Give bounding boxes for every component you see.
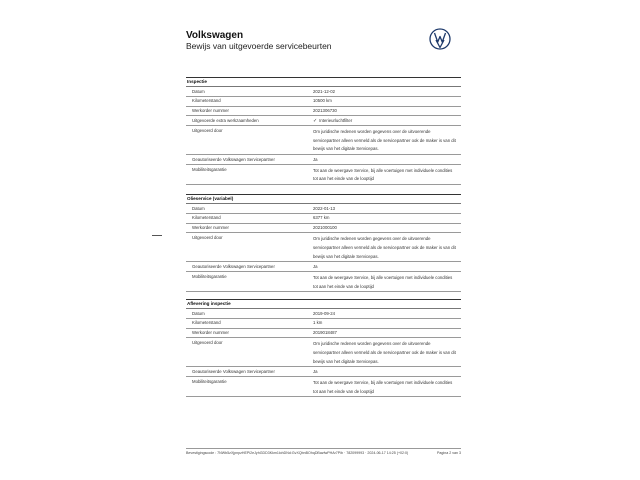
table-row (186, 367, 461, 377)
row-value (308, 262, 461, 271)
row-value (308, 329, 461, 338)
value-line: tot aan het einde van de looptijd (313, 388, 374, 394)
row-value (308, 367, 461, 376)
value-line: Om juridische redenen worden gegevens over de uitvoerende (313, 340, 431, 346)
row-label: Geautoriseerde Volkswagen Servicepartner (192, 263, 275, 269)
table-row (186, 116, 461, 126)
value-line: tot aan het einde van de looptijd (313, 283, 374, 289)
value-text: 2021-12-02 (313, 88, 335, 94)
section-title: Inspectie (186, 77, 461, 87)
value-text: 2022-01-13 (313, 205, 335, 211)
row-label: Werkorder nummer (192, 108, 229, 114)
value-line: bewijs van het digitale Servicepas. (313, 146, 379, 152)
value-text: 2019018487 (313, 330, 337, 336)
row-label: Werkorder nummer (192, 330, 229, 336)
row-value (308, 107, 461, 116)
confirmation-code: Bevestigingscode : 7NWb5zXjpnpzHEPi2eJyhGDD3Kkm1lohDNd:GvXQbnBOhqDBazfwPHAr7Pib · 782099993 · 2024-06-17 14:25 (+02:0) (186, 451, 409, 455)
table-row (186, 272, 461, 292)
table-row (186, 319, 461, 329)
row-value (308, 309, 461, 318)
row-label: Mobiliteitsgarantie (192, 273, 227, 279)
table-row (186, 329, 461, 339)
value-line: Tot aan de weergave Service, bij alle voertuigen met individuele condities (313, 167, 453, 173)
table-row (186, 155, 461, 165)
table-row (186, 309, 461, 319)
row-value (308, 319, 461, 328)
section-title: Aflevering inspectie (186, 299, 461, 309)
value-text: Ja (313, 263, 318, 269)
document-subtitle: Bewijs van uitgevoerde servicebeurten (186, 41, 332, 51)
value-line: Om juridische redenen worden gegevens over de uitvoerende (313, 128, 431, 134)
page-number: Pagina 2 van 3 (437, 451, 461, 455)
row-value (308, 377, 461, 396)
table-row (186, 214, 461, 224)
row-label: Kilometerstand (192, 320, 221, 326)
row-value (308, 272, 461, 291)
row-label: Kilometerstand (192, 215, 221, 221)
table-row (186, 165, 461, 185)
page-footer (186, 448, 461, 455)
row-label: Uitgevoerd door (192, 127, 223, 133)
table-row (186, 107, 461, 117)
vw-logo-icon (429, 28, 451, 50)
row-label: Mobiliteitsgarantie (192, 166, 227, 172)
brand-title: Volkswagen (186, 30, 244, 41)
value-text: Ja (313, 156, 318, 162)
row-label: Kilometerstand (192, 98, 221, 104)
row-value (308, 165, 461, 184)
row-value (308, 87, 461, 96)
row-value (308, 155, 461, 164)
value-text: 2021000100 (313, 225, 337, 231)
row-label: Uitgevoerd door (192, 339, 223, 345)
value-line: servicepartner alleen vermeld als de servicepartner ook de maker is van dit (313, 244, 456, 250)
checkmark-icon: ✓ (313, 117, 318, 124)
value-text: 2021306730 (313, 108, 337, 114)
row-label: Geautoriseerde Volkswagen Servicepartner (192, 156, 275, 162)
row-label: Uitgevoerd door (192, 234, 223, 240)
table-row (186, 204, 461, 214)
row-value (308, 338, 461, 366)
row-value (308, 97, 461, 106)
row-label: Uitgevoerde extra werkzaamheden (192, 117, 259, 123)
table-row (186, 233, 461, 262)
row-label: Werkorder nummer (192, 225, 229, 231)
table-row (186, 126, 461, 155)
table-row (186, 97, 461, 107)
value-line: Om juridische redenen worden gegevens over de uitvoerende (313, 235, 431, 241)
value-text: 1 km (313, 320, 323, 326)
row-label: Mobiliteitsgarantie (192, 378, 227, 384)
row-value (308, 204, 461, 213)
service-section (186, 194, 461, 292)
value-text: Ja (313, 368, 318, 374)
row-value (308, 116, 461, 125)
value-line: bewijs van het digitale Servicepas. (313, 358, 379, 364)
row-value (308, 233, 461, 261)
service-section (186, 299, 461, 397)
row-value (308, 126, 461, 154)
row-label: Geautoriseerde Volkswagen Servicepartner (192, 368, 275, 374)
value-text: 2019-09-24 (313, 310, 335, 316)
row-label: Datum (192, 88, 205, 94)
value-line: servicepartner alleen vermeld als de servicepartner ook de maker is van dit (313, 137, 456, 143)
value-text: 10500 km (313, 98, 332, 104)
value-text: Interieurluchtfilter (319, 117, 353, 123)
section-title: Olieservice (variabel) (186, 194, 461, 204)
row-label: Datum (192, 310, 205, 316)
value-line: Tot aan de weergave Service, bij alle voertuigen met individuele condities (313, 274, 453, 280)
table-row (186, 377, 461, 397)
margin-mark (152, 235, 162, 236)
table-row (186, 87, 461, 97)
value-line: bewijs van het digitale Servicepas. (313, 253, 379, 259)
value-line: tot aan het einde van de looptijd (313, 176, 374, 182)
table-row (186, 262, 461, 272)
value-line: servicepartner alleen vermeld als de servicepartner ook de maker is van dit (313, 349, 456, 355)
table-row (186, 338, 461, 367)
service-section (186, 77, 461, 185)
row-value (308, 224, 461, 233)
value-line: Tot aan de weergave Service, bij alle voertuigen met individuele condities (313, 379, 453, 385)
row-value (308, 214, 461, 223)
value-text: 6377 km (313, 215, 330, 221)
table-row (186, 224, 461, 234)
row-label: Datum (192, 205, 205, 211)
